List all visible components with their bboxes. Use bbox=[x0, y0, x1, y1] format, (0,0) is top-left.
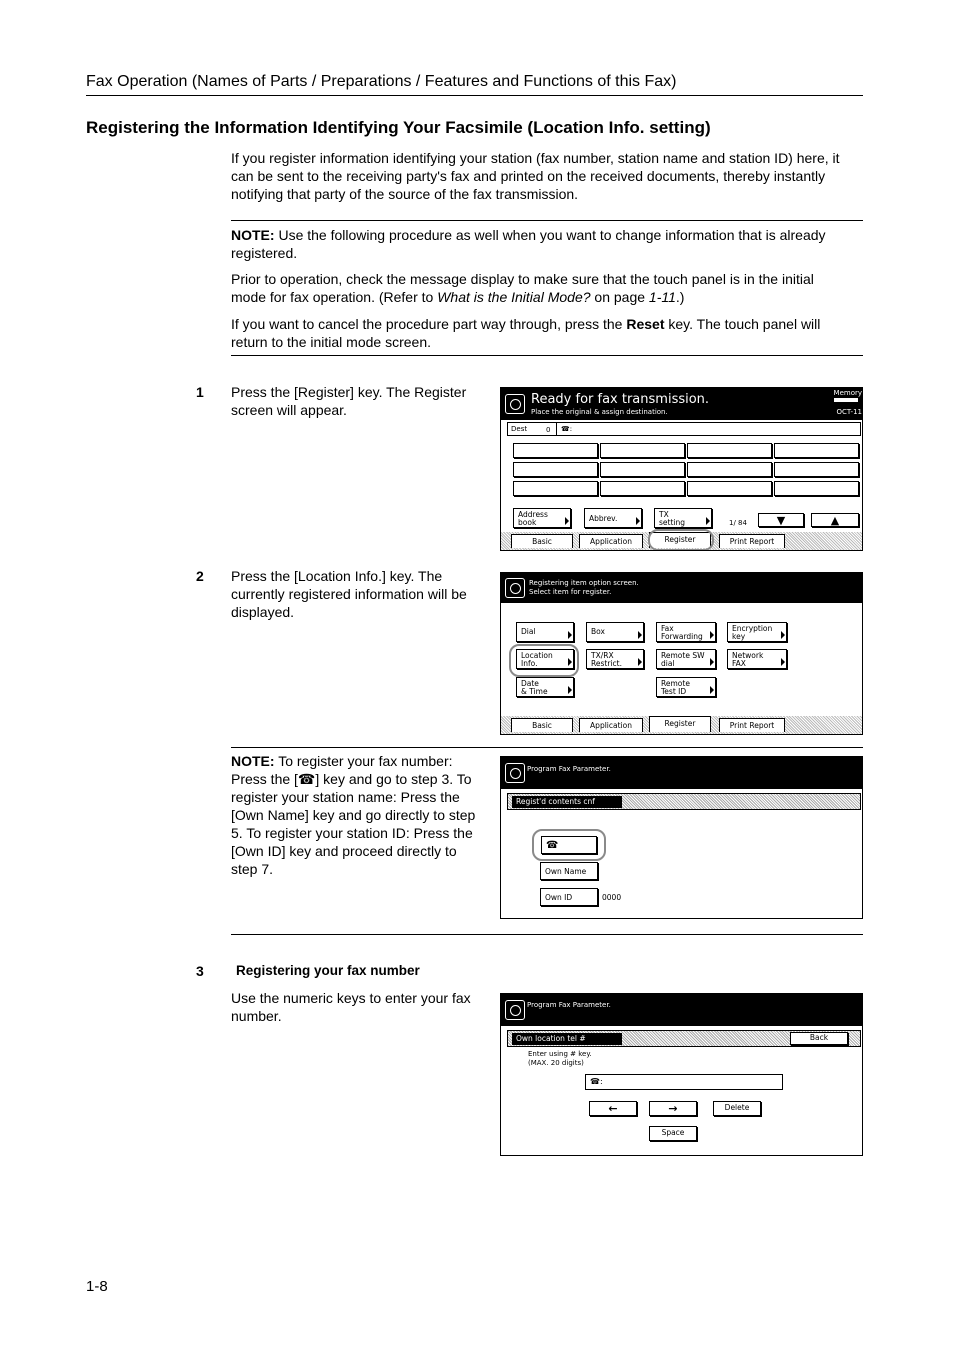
own-location-tel-screen bbox=[500, 993, 863, 1156]
own-id-value: 0000 bbox=[602, 893, 622, 902]
button-label: Box bbox=[591, 627, 605, 636]
button-label: key bbox=[732, 632, 746, 641]
intro-line: notifying that party of the source of the fax transmission. bbox=[231, 186, 579, 202]
page-number: 1-8 bbox=[86, 1278, 108, 1295]
step-line: Press the [Location Info.] key. The bbox=[231, 568, 443, 584]
button-label: Remote bbox=[661, 679, 690, 688]
up-arrow-icon: ▲ bbox=[830, 514, 840, 527]
button-label: Date bbox=[521, 679, 539, 688]
divider bbox=[231, 747, 863, 748]
screen-title: Program Fax Parameter. bbox=[527, 765, 611, 773]
memory-bar bbox=[834, 398, 858, 402]
space-button[interactable] bbox=[649, 1126, 697, 1141]
one-touch-key[interactable] bbox=[774, 443, 859, 458]
step-number: 2 bbox=[196, 568, 204, 584]
button-label: Fax bbox=[661, 624, 674, 633]
encryption-key-button[interactable] bbox=[727, 622, 787, 642]
tab-label: Application bbox=[590, 537, 632, 546]
one-touch-key[interactable] bbox=[600, 462, 685, 477]
prior-text: .) bbox=[675, 289, 685, 305]
step-line: Press the [Register] key. The Register bbox=[231, 384, 467, 400]
note-text: [Own Name] key and go directly to step bbox=[231, 807, 476, 823]
registered-contents-screen bbox=[500, 756, 863, 919]
status-bar bbox=[507, 1030, 861, 1047]
dial-button[interactable] bbox=[516, 622, 574, 642]
button-label: Own Name bbox=[545, 867, 587, 876]
one-touch-key[interactable] bbox=[513, 462, 598, 477]
right-arrow-icon: → bbox=[668, 1102, 678, 1115]
box-button[interactable] bbox=[586, 622, 644, 642]
left-arrow-icon: ← bbox=[608, 1102, 618, 1115]
address-book-button[interactable] bbox=[513, 508, 571, 528]
step3-text bbox=[231, 989, 471, 1025]
fax-icon bbox=[505, 578, 525, 598]
note-text: 5. To register your station ID: Press the bbox=[231, 825, 473, 841]
step-line: Use the numeric keys to enter your fax bbox=[231, 990, 471, 1006]
step-line: displayed. bbox=[231, 604, 295, 620]
one-touch-key[interactable] bbox=[687, 481, 772, 496]
button-label: Location bbox=[521, 651, 553, 660]
button-label: Space bbox=[661, 1128, 685, 1137]
note-text: ] key and go to step 3. To bbox=[315, 771, 472, 787]
note-text: register your station name: Press the bbox=[231, 789, 460, 805]
step-number: 1 bbox=[196, 384, 204, 400]
note-label: NOTE: bbox=[231, 227, 275, 243]
header-rule bbox=[86, 95, 863, 96]
cursor-right-button[interactable] bbox=[649, 1101, 697, 1116]
one-touch-key[interactable] bbox=[687, 462, 772, 477]
dest-label: Dest bbox=[511, 425, 528, 433]
step-title: Registering your fax number bbox=[236, 963, 420, 978]
tx-setting-button[interactable] bbox=[654, 508, 712, 528]
button-label: Test ID bbox=[661, 687, 687, 696]
cancel-text: key. The touch panel will bbox=[664, 316, 821, 332]
tab-label: Register bbox=[664, 719, 696, 728]
abbrev-button[interactable] bbox=[584, 508, 642, 528]
cancel-text: return to the initial mode screen. bbox=[231, 334, 431, 350]
memory-label: Memory bbox=[833, 389, 862, 397]
step1-text bbox=[231, 383, 466, 419]
up-arrow-button[interactable] bbox=[811, 513, 859, 527]
header-title: Fax Operation (Names of Parts / Preparations / Features and Functions of this Fax) bbox=[86, 73, 677, 90]
divider bbox=[231, 934, 863, 935]
prior-line: Prior to operation, check the message display to make sure that the touch panel is in the initial bbox=[231, 271, 814, 287]
section-title: Registering the Information Identifying Your Facsimile (Location Info. setting) bbox=[86, 118, 711, 137]
screen-header bbox=[501, 573, 862, 603]
note-text: [Own ID] key and proceed directly to bbox=[231, 843, 457, 859]
tab-label: Basic bbox=[532, 537, 552, 546]
tab-basic[interactable] bbox=[511, 534, 573, 548]
fax-icon bbox=[505, 763, 525, 783]
register-screen bbox=[500, 387, 863, 551]
button-label: setting bbox=[659, 518, 686, 527]
button-label: Forwarding bbox=[661, 632, 703, 641]
step2-text bbox=[231, 567, 467, 621]
button-label: Back bbox=[809, 1033, 829, 1042]
screen-message: Registering item option screen. bbox=[529, 579, 639, 587]
note-paragraph bbox=[231, 226, 826, 262]
fax-icon bbox=[505, 394, 525, 414]
delete-button[interactable] bbox=[713, 1101, 761, 1116]
note-text: Use the following procedure as well when you want to change information that is already bbox=[274, 227, 826, 243]
date-label: OCT-11 bbox=[836, 408, 862, 416]
own-id-button[interactable] bbox=[540, 888, 598, 906]
note-text: step 7. bbox=[231, 861, 274, 877]
button-label: Abbrev. bbox=[589, 514, 618, 523]
screen-title: Ready for fax transmission. bbox=[531, 392, 710, 407]
note2-paragraph bbox=[231, 752, 475, 878]
divider bbox=[231, 220, 863, 221]
button-label: FAX bbox=[732, 659, 746, 668]
hint-text: (MAX. 20 digits) bbox=[528, 1059, 584, 1067]
intro-paragraph bbox=[231, 149, 840, 203]
step-line: currently registered information will be bbox=[231, 586, 467, 602]
button-label: TX bbox=[659, 510, 669, 519]
tab-label: Application bbox=[590, 721, 632, 730]
note-label: NOTE: bbox=[231, 753, 275, 769]
phone-icon: ☎ bbox=[297, 771, 316, 787]
dest-count: 0 bbox=[546, 426, 551, 434]
button-label: Address bbox=[518, 510, 548, 519]
tab-label: Print Report bbox=[729, 537, 775, 546]
page-indicator: 1/ 84 bbox=[729, 519, 747, 527]
intro-line: can be sent to the receiving party's fax and printed on the received documents, thereby instantly bbox=[231, 168, 826, 184]
down-arrow-icon: ▼ bbox=[776, 514, 786, 527]
screen-subtitle: Place the original & assign destination. bbox=[531, 408, 668, 416]
cancel-paragraph bbox=[231, 315, 820, 351]
one-touch-key[interactable] bbox=[774, 481, 859, 496]
note-text: Press the [ bbox=[231, 771, 298, 787]
status-bar-label: Own location tel # bbox=[512, 1033, 622, 1045]
screen-title: Program Fax Parameter. bbox=[527, 1001, 611, 1009]
remote-sw-dial-button[interactable] bbox=[656, 649, 716, 669]
one-touch-key[interactable] bbox=[687, 443, 772, 458]
reference-link[interactable]: What is the Initial Mode? bbox=[437, 289, 591, 305]
button-label: Encryption bbox=[732, 624, 773, 633]
tab-print-report[interactable] bbox=[719, 534, 785, 548]
one-touch-key[interactable] bbox=[600, 443, 685, 458]
button-label: TX/RX bbox=[591, 651, 614, 660]
tel-label: ☎: bbox=[561, 425, 573, 433]
tab-application[interactable] bbox=[579, 534, 643, 548]
button-label: Remote SW bbox=[661, 651, 705, 660]
page-reference[interactable]: 1-11 bbox=[648, 289, 676, 305]
one-touch-key[interactable] bbox=[513, 443, 598, 458]
tel-number-input[interactable] bbox=[585, 1074, 783, 1090]
back-button[interactable] bbox=[790, 1032, 848, 1045]
step-line: screen will appear. bbox=[231, 402, 347, 418]
tab-print-report[interactable] bbox=[719, 718, 785, 732]
phone-icon: ☎ bbox=[546, 840, 559, 851]
screen-header bbox=[501, 994, 862, 1026]
prior-paragraph bbox=[231, 270, 814, 306]
cancel-text: If you want to cancel the procedure part way through, press the bbox=[231, 316, 627, 332]
network-fax-button[interactable] bbox=[727, 649, 787, 669]
destination-field bbox=[507, 422, 861, 436]
highlight-circle bbox=[532, 829, 606, 861]
reset-key-label: Reset bbox=[626, 316, 665, 332]
button-label: dial bbox=[661, 659, 675, 668]
button-label: Network bbox=[732, 651, 764, 660]
screen-header bbox=[501, 388, 862, 420]
step-line: number. bbox=[231, 1008, 282, 1024]
own-name-button[interactable] bbox=[540, 862, 598, 880]
note-text: registered. bbox=[231, 245, 298, 261]
one-touch-key[interactable] bbox=[513, 481, 598, 496]
fax-forwarding-button[interactable] bbox=[656, 622, 716, 642]
button-label: Info. bbox=[521, 659, 538, 668]
screen-header bbox=[501, 757, 862, 789]
button-label: & Time bbox=[521, 687, 548, 696]
tab-bar bbox=[501, 716, 862, 734]
down-arrow-button[interactable] bbox=[758, 513, 804, 527]
status-bar bbox=[507, 793, 861, 810]
divider bbox=[231, 355, 863, 356]
tab-register[interactable] bbox=[649, 716, 711, 732]
register-options-screen bbox=[500, 572, 863, 735]
hint-text: Enter using # key. bbox=[528, 1050, 592, 1058]
button-label: Restrict. bbox=[591, 659, 622, 668]
tel-label: ☎: bbox=[590, 1077, 603, 1086]
highlight-circle bbox=[509, 644, 579, 677]
tab-application[interactable] bbox=[579, 718, 643, 732]
prior-text: on page bbox=[590, 289, 649, 305]
button-label: Delete bbox=[724, 1103, 750, 1112]
tab-basic[interactable] bbox=[511, 718, 573, 732]
remote-test-id-button[interactable] bbox=[656, 677, 716, 697]
tx-rx-restrict-button[interactable] bbox=[586, 649, 644, 669]
tab-label: Register bbox=[664, 535, 696, 544]
cursor-left-button[interactable] bbox=[589, 1101, 637, 1116]
screen-message: Select item for register. bbox=[529, 588, 612, 596]
step-number: 3 bbox=[196, 963, 204, 979]
one-touch-key[interactable] bbox=[600, 481, 685, 496]
divider bbox=[556, 422, 557, 436]
tab-label: Print Report bbox=[729, 721, 775, 730]
one-touch-key[interactable] bbox=[774, 462, 859, 477]
intro-line: If you register information identifying your station (fax number, station name and station ID) here, it bbox=[231, 150, 840, 166]
button-label: Own ID bbox=[545, 893, 573, 902]
date-time-button[interactable] bbox=[516, 677, 574, 697]
status-bar-label: Regist'd contents cnf bbox=[512, 796, 622, 808]
tab-label: Basic bbox=[532, 721, 552, 730]
prior-text: mode for fax operation. (Refer to bbox=[231, 289, 438, 305]
highlight-circle bbox=[648, 529, 714, 551]
fax-icon bbox=[505, 1000, 525, 1020]
button-label: book bbox=[518, 518, 537, 527]
note-text: To register your fax number: bbox=[274, 753, 453, 769]
button-label: Dial bbox=[521, 627, 536, 636]
